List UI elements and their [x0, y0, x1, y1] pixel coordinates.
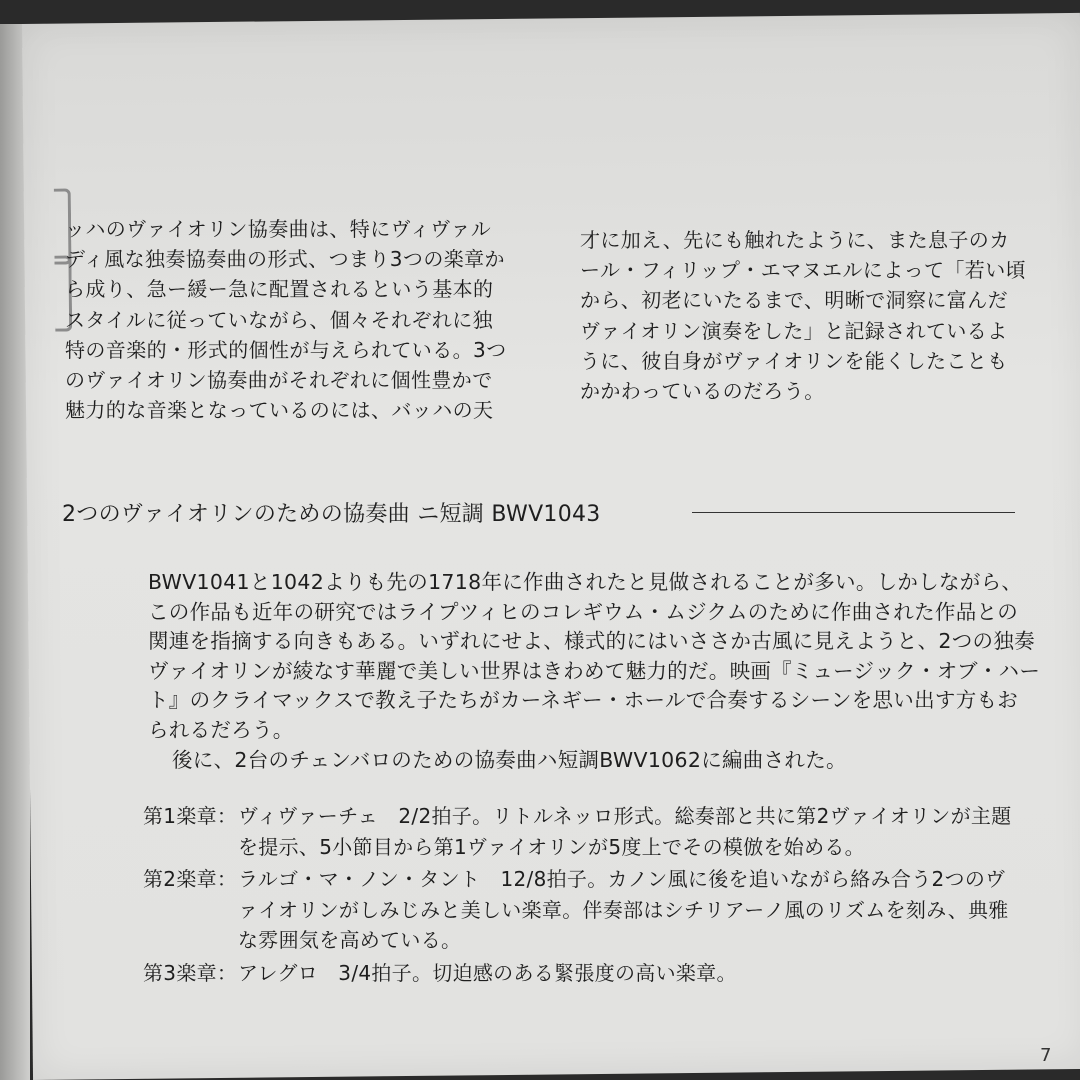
movement-line: ヴィヴァーチェ 2/2拍子。リトルネッロ形式。総奏部と共に第2ヴァイオリンが主題	[238, 804, 1012, 828]
left-column-line: ッハのヴァイオリン協奏曲は、特にヴィヴァル	[65, 217, 492, 241]
right-column-line: から、初老にいたるまで、明晰で洞察に富んだ	[580, 288, 1008, 313]
movement-line: ァイオリンがしみじみと美しい楽章。伴奏部はシチリアーノ風のリズムを刻み、典雅	[238, 897, 1009, 922]
movement-3	[143, 958, 1012, 989]
movement-label: 第1楽章：	[143, 804, 238, 828]
movement-line: アレグロ 3/4拍子。切迫感のある緊張度の高い楽章。	[238, 960, 737, 985]
movement-label: 第3楽章：	[143, 960, 238, 985]
body-line: ヴァイオリンが綾なす華麗で美しい世界はきわめて魅力的だ。映画『ミュージック・オブ・ハー	[148, 658, 1041, 683]
section-heading: 2つのヴァイオリンのための協奏曲 ニ短調 BWV1043	[62, 502, 601, 527]
body-line: この作品も近年の研究ではライプツィヒのコレギウム・ムジクムのために作曲された作品との	[148, 599, 1019, 624]
movement-line: な雰囲気を高めている。	[238, 928, 462, 952]
movement-1	[143, 801, 1012, 862]
body-line: 関連を指摘する向きもある。いずれにせよ、様式的にはいささか古風に見えようと、2つの独奏	[148, 629, 1035, 654]
left-column-line: 特の音楽的・形式的個性が与えられている。3つ	[65, 337, 507, 362]
body-paragraph	[148, 568, 1040, 775]
right-column-line: ール・フィリップ・エマヌエルによって「若い頃	[580, 258, 1026, 283]
movement-line: ラルゴ・マ・ノン・タント 12/8拍子。カノン風に後を追いながら絡み合う2つのヴ	[238, 867, 1006, 891]
right-column-line: かかわっているのだろう。	[580, 379, 825, 404]
movement-label: 第2楽章：	[143, 867, 238, 891]
right-column	[580, 225, 1026, 406]
left-column-line: スタイルに従っていながら、個々それぞれに独	[65, 307, 493, 332]
movement-line: を提示、5小節目から第1ヴァイオリンが5度上でその模倣を始める。	[238, 834, 865, 859]
left-column-line: ディ風な独奏協奏曲の形式、つまり3つの楽章か	[65, 247, 505, 272]
right-column-line: うに、彼自身がヴァイオリンを能くしたことも	[580, 348, 1008, 373]
left-column-line: 魅力的な音楽となっているのには、バッハの天	[65, 398, 494, 423]
left-column-line: ら成り、急ー緩ー急に配置されるという基本的	[65, 277, 494, 302]
body-line: られるだろう。	[148, 717, 294, 742]
movement-list	[143, 801, 1012, 988]
left-column	[65, 214, 525, 425]
right-column-line: ヴァイオリン演奏をした」と記録されているよ	[580, 318, 1008, 343]
body-line: BWV1041と1042よりも先の1718年に作曲されたと見做されることが多い。しかしながら、	[148, 570, 1023, 594]
left-column-line: のヴァイオリン協奏曲がそれぞれに個性豊かで	[65, 368, 493, 393]
right-column-line: 才に加え、先にも触れたように、また息子のカ	[580, 228, 1010, 252]
body-line: ト』のクライマックスで教え子たちがカーネギー・ホールで合奏するシーンを思い出す方もお	[148, 688, 1019, 713]
page-number: 7	[1040, 1045, 1052, 1066]
heading-rule	[692, 512, 1015, 513]
movement-2	[143, 864, 1012, 956]
body-line: 後に、2台のチェンバロのための協奏曲ハ短調BWV1062に編曲された。	[172, 747, 847, 772]
